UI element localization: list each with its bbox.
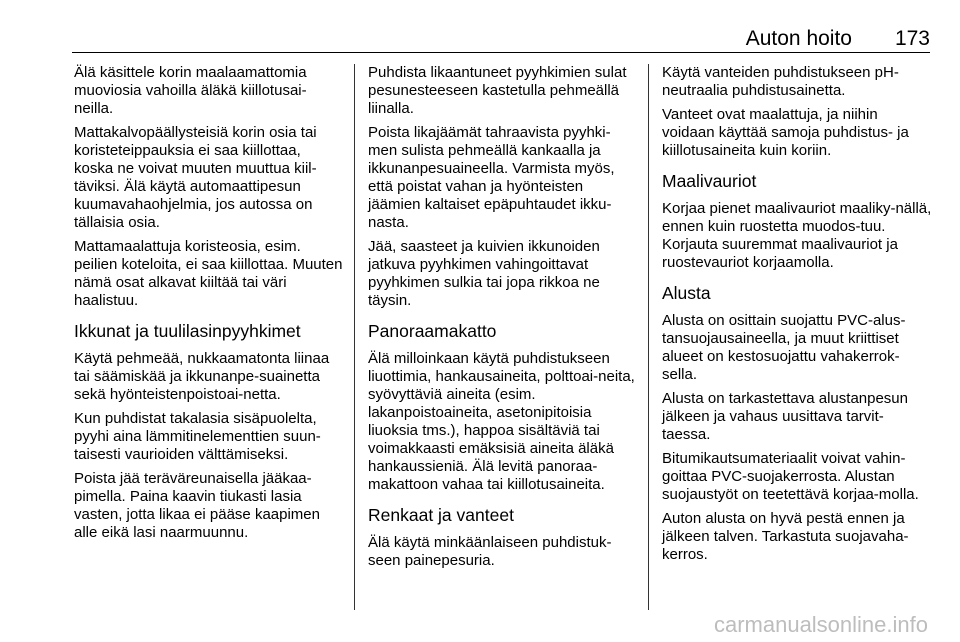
paragraph: Mattakalvopäällysteisiä korin osia tai koristeteippauksia ei saa kiillottaa, koska ne voivat muuten muuttua kiil-täviksi. Älä käytä automaattipesun kuumavahaohjelmia, jos autossa on tällaisia osia.	[74, 124, 317, 231]
paragraph: Mattamaalattuja koristeosia, esim. peilien koteloita, ei saa kiillottaa. Muuten nämä osat alkavat kiiltää tai väri haalistuu.	[74, 238, 343, 309]
paragraph: Bitumikautsumateriaalit voivat vahin-goittaa PVC-suojakerrosta. Alustan suojaustyöt on teetettävä korjaa-molla.	[662, 450, 919, 503]
paragraph: Puhdista likaantuneet pyyhkimien sulat pesunesteeseen kastetulla pehmeällä liinalla.	[368, 64, 627, 117]
section-heading: Maalivauriot	[662, 171, 757, 191]
paragraph: Poista jää teräväreunaisella jääkaa-pimella. Paina kaavin tiukasti lasia vasten, jotta likaa ei pääse kaapimen alle eikä lasi naarmuunnu.	[74, 470, 320, 541]
paragraph: Auton alusta on hyvä pestä ennen ja jälkeen talven. Tarkastuta suojavaha-kerros.	[662, 510, 909, 563]
column-divider	[648, 64, 649, 610]
paragraph: Käytä pehmeää, nukkaamatonta liinaa tai säämiskää ja ikkunanpe-suainetta sekä hyönteistenpoistoai-netta.	[74, 350, 330, 403]
paragraph: Jää, saasteet ja kuivien ikkunoiden jatkuva pyyhkimen vahingoittavat pyyhkimen sulkia tai jopa rikkoa ne täysin.	[368, 238, 600, 309]
section-title: Auton hoito	[745, 27, 852, 50]
watermark: carmanualsonline.info	[713, 612, 928, 637]
paragraph: Vanteet ovat maalattuja, ja niihin voidaan käyttää samoja puhdistus- ja kiillotusaineita kuin koriin.	[662, 106, 909, 159]
paragraph: Älä käytä minkäänlaiseen puhdistuk-seen painepesuria.	[368, 534, 612, 569]
paragraph: Kun puhdistat takalasia sisäpuolelta, pyyhi aina lämmitinelementtien suun-taisesti vaurioiden välttämiseksi.	[74, 410, 321, 463]
paragraph: Älä milloinkaan käytä puhdistukseen liuottimia, hankausaineita, polttoai-neita, syövyttäviä aineita (esim. lakanpoistoaineita, asetonipitoisia liuoksia tms.), happoa sisältäviä tai voimakkaasti emäksisiä aineita äläkä hankaussieniä. Älä levitä panoraa-makattoon vahaa tai kiillotusaineita.	[368, 350, 635, 493]
section-heading: Alusta	[662, 283, 711, 303]
paragraph: Käytä vanteiden puhdistukseen pH-neutraalia puhdistusainetta.	[662, 64, 899, 99]
paragraph: Älä käsittele korin maalaamattomia muoviosia vahoilla äläkä kiillotusai-neilla.	[74, 64, 307, 117]
page-number: 173	[894, 27, 930, 50]
section-heading: Ikkunat ja tuulilasinpyyhkimet	[74, 321, 301, 341]
page-header	[72, 24, 930, 53]
column-1	[74, 64, 344, 548]
paragraph: Korjaa pienet maalivauriot maaliky-nällä, ennen kuin ruostetta muodos-tuu. Korjauta suuremmat maalivauriot ja ruostevauriot korjaamolla.	[662, 200, 932, 271]
column-divider	[354, 64, 355, 610]
column-2	[368, 64, 638, 576]
paragraph: Alusta on osittain suojattu PVC-alus-tansuojausaineella, ja muut kriittiset alueet on kestosuojattu vahakerrok-sella.	[662, 312, 906, 383]
paragraph: Poista likajäämät tahraavista pyyhki-men sulista pehmeällä kankaalla ja ikkunanpesuaineella. Varmista myös, että poistat vahan ja hyönteisten jäämien kaltaiset epäpuhtaudet ikku-nasta.	[368, 124, 615, 231]
paragraph: Alusta on tarkastettava alustanpesun jälkeen ja vahaus uusittava tarvit-taessa.	[662, 390, 908, 443]
section-heading: Panoraamakatto	[368, 321, 497, 341]
column-3	[662, 64, 932, 570]
section-heading: Renkaat ja vanteet	[368, 505, 514, 525]
